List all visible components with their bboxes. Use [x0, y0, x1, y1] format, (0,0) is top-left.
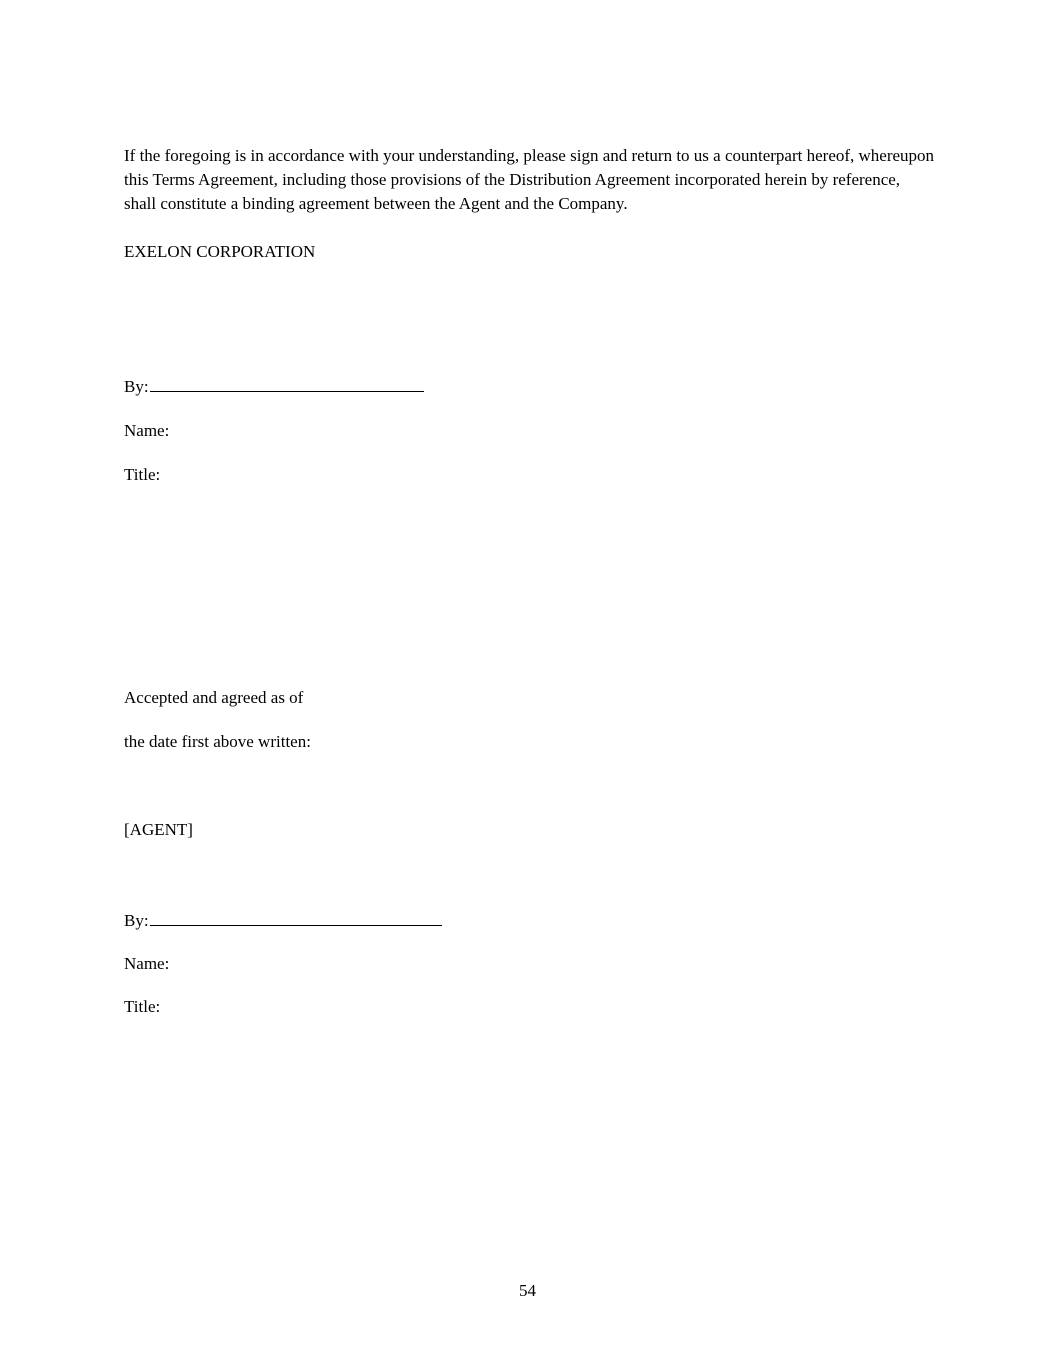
- acceptance-line-2: the date first above written:: [124, 732, 311, 751]
- company-signature-rule: [150, 376, 424, 392]
- page-number: 54: [519, 1281, 536, 1300]
- company-title-label: Title:: [124, 465, 161, 484]
- company-by-label: By:: [124, 377, 149, 396]
- company-by-line: [124, 376, 424, 397]
- agent-title-label: Title:: [124, 997, 161, 1016]
- agent-by-label: By:: [124, 911, 149, 930]
- agent-name: [AGENT]: [124, 820, 193, 839]
- agent-signature-rule: [150, 910, 442, 926]
- acceptance-line-1: Accepted and agreed as of: [124, 688, 304, 707]
- company-name: EXELON CORPORATION: [124, 242, 316, 261]
- closing-paragraph: If the foregoing is in accordance with your understanding, please sign and return to us a counterpart hereof, whereupon this Terms Agreement, including those provisions of the Distribution Agreement incorporated herein by reference, shall constitute a binding agreement between the Agent and the Company.: [124, 146, 935, 213]
- company-name-label: Name:: [124, 421, 170, 440]
- agent-by-line: [124, 910, 442, 931]
- agent-name-label: Name:: [124, 954, 170, 973]
